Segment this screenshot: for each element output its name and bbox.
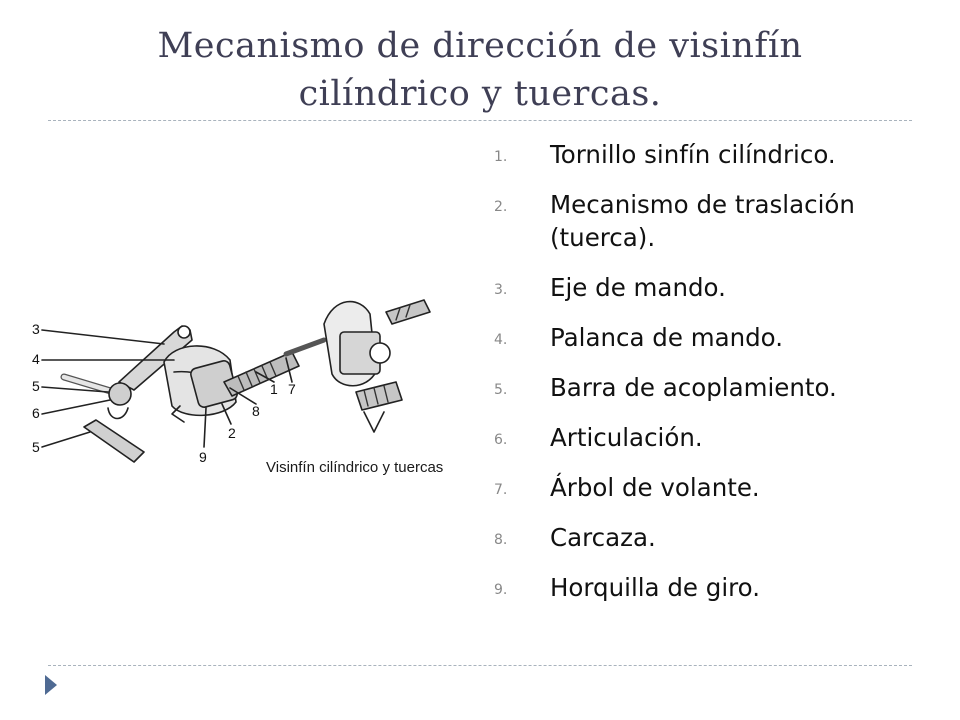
callout-9: 9 [199,449,207,465]
title-line-2: cilíndrico y tuercas. [298,74,662,114]
list-item-number: 9. [494,582,508,598]
slide-title [48,22,912,118]
list-item-text: Barra de acoplamiento. [550,373,837,402]
list-item-text: Palanca de mando. [550,323,784,352]
callout-1: 1 [270,381,278,397]
list-item-number: 8. [494,532,508,548]
list-item-number: 7. [494,482,508,498]
list-item-number: 1. [494,149,508,165]
list-item-number: 3. [494,282,508,298]
list-item-number: 4. [494,332,508,348]
list-item [494,271,914,304]
list-item [494,321,914,354]
list-item [494,188,914,254]
callout-5b: 5 [32,439,40,455]
list-item-text: Articulación. [550,423,703,452]
list-item-text: Tornillo sinfín cilíndrico. [550,140,836,169]
list-item-number: 6. [494,432,508,448]
list-item-text: Mecanismo de traslación (tuerca). [550,190,855,252]
parts-list [494,138,914,621]
callout-5: 5 [32,378,40,394]
list-item-number: 2. [494,199,508,215]
callout-4: 4 [32,351,40,367]
figure-caption: Visinfín cilíndrico y tuercas [266,459,444,476]
list-item [494,471,914,504]
title-line-1: Mecanismo de dirección de visinfín [157,26,803,66]
list-item [494,371,914,404]
list-item-number: 5. [494,382,508,398]
list-item [494,521,914,554]
callout-3: 3 [32,321,40,337]
callout-8: 8 [252,403,260,419]
list-item-text: Árbol de volante. [550,473,760,502]
bottom-divider [48,665,912,666]
list-item-text: Horquilla de giro. [550,573,761,602]
callout-2: 2 [228,425,236,441]
callout-7: 7 [288,381,296,397]
list-item-text: Carcaza. [550,523,656,552]
triangle-bullet-icon [44,674,58,696]
list-item [494,571,914,604]
list-item-text: Eje de mando. [550,273,726,302]
top-divider [48,120,912,121]
callout-6: 6 [32,405,40,421]
list-item [494,138,914,171]
list-item [494,421,914,454]
